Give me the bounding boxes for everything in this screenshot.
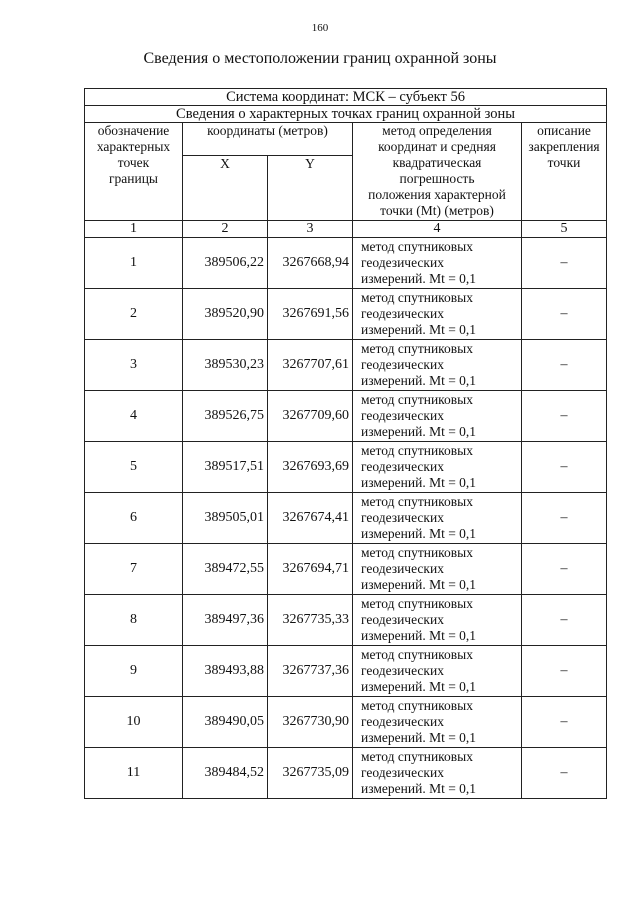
method-line: геодезических bbox=[361, 306, 444, 321]
y-coordinate-cell: 3267730,90 bbox=[268, 697, 353, 748]
method-cell bbox=[353, 544, 522, 595]
boundary-points-table bbox=[84, 88, 607, 799]
point-number-cell: 1 bbox=[85, 238, 183, 289]
header-method-line: квадратическая bbox=[392, 155, 482, 170]
x-coordinate-cell: 389472,55 bbox=[183, 544, 268, 595]
coordinate-system-row bbox=[85, 89, 607, 106]
y-coordinate-cell: 3267737,36 bbox=[268, 646, 353, 697]
method-line: измерений. Mt = 0,1 bbox=[361, 526, 477, 541]
method-cell bbox=[353, 646, 522, 697]
description-cell: – bbox=[522, 748, 607, 799]
table-row bbox=[85, 595, 607, 646]
method-line: измерений. Mt = 0,1 bbox=[361, 781, 477, 796]
table-caption-row bbox=[85, 106, 607, 123]
x-coordinate-cell: 389490,05 bbox=[183, 697, 268, 748]
header-description-line: точки bbox=[547, 155, 581, 170]
column-number-row bbox=[85, 221, 607, 238]
x-coordinate-cell: 389497,36 bbox=[183, 595, 268, 646]
method-cell bbox=[353, 340, 522, 391]
x-coordinate-cell: 389493,88 bbox=[183, 646, 268, 697]
method-cell bbox=[353, 442, 522, 493]
method-line: геодезических bbox=[361, 510, 444, 525]
method-line: метод спутниковых bbox=[361, 647, 473, 662]
method-cell bbox=[353, 595, 522, 646]
method-line: измерений. Mt = 0,1 bbox=[361, 373, 477, 388]
table-row bbox=[85, 697, 607, 748]
x-coordinate-cell: 389530,23 bbox=[183, 340, 268, 391]
y-coordinate-cell: 3267691,56 bbox=[268, 289, 353, 340]
method-line: метод спутниковых bbox=[361, 698, 473, 713]
method-line: измерений. Mt = 0,1 bbox=[361, 475, 477, 490]
header-method-line: координат и средняя bbox=[378, 139, 496, 154]
method-line: измерений. Mt = 0,1 bbox=[361, 322, 477, 337]
header-method bbox=[353, 123, 522, 221]
header-method-line: точки (Mt) (метров) bbox=[380, 203, 494, 218]
method-cell bbox=[353, 697, 522, 748]
column-number: 2 bbox=[183, 221, 268, 238]
table-row bbox=[85, 238, 607, 289]
point-number-cell: 9 bbox=[85, 646, 183, 697]
table-row bbox=[85, 748, 607, 799]
header-method-line: метод определения bbox=[382, 123, 492, 138]
method-cell bbox=[353, 391, 522, 442]
header-y: Y bbox=[268, 156, 353, 221]
description-cell: – bbox=[522, 391, 607, 442]
method-line: метод спутниковых bbox=[361, 494, 473, 509]
point-number-cell: 3 bbox=[85, 340, 183, 391]
method-line: метод спутниковых bbox=[361, 545, 473, 560]
column-number: 4 bbox=[353, 221, 522, 238]
method-line: метод спутниковых bbox=[361, 392, 473, 407]
header-x: X bbox=[183, 156, 268, 221]
method-line: геодезических bbox=[361, 561, 444, 576]
y-coordinate-cell: 3267694,71 bbox=[268, 544, 353, 595]
description-cell: – bbox=[522, 544, 607, 595]
point-number-cell: 5 bbox=[85, 442, 183, 493]
header-designation-line: обозначение bbox=[97, 123, 170, 138]
header-method-line: погрешность bbox=[399, 171, 475, 186]
header-designation-line: границы bbox=[108, 171, 159, 186]
point-number-cell: 7 bbox=[85, 544, 183, 595]
y-coordinate-cell: 3267707,61 bbox=[268, 340, 353, 391]
header-description-line: описание bbox=[537, 123, 591, 138]
method-cell bbox=[353, 289, 522, 340]
header-coordinates: координаты (метров) bbox=[183, 123, 353, 156]
description-cell: – bbox=[522, 442, 607, 493]
document-title: Сведения о местоположении границ охранной зоны bbox=[143, 50, 497, 67]
point-number-cell: 10 bbox=[85, 697, 183, 748]
method-line: геодезических bbox=[361, 408, 444, 423]
method-line: метод спутниковых bbox=[361, 341, 473, 356]
description-cell: – bbox=[522, 289, 607, 340]
method-line: измерений. Mt = 0,1 bbox=[361, 679, 477, 694]
header-designation-line: характерных bbox=[96, 139, 171, 154]
y-coordinate-cell: 3267735,33 bbox=[268, 595, 353, 646]
method-line: геодезических bbox=[361, 612, 444, 627]
column-number: 3 bbox=[268, 221, 353, 238]
method-line: геодезических bbox=[361, 357, 444, 372]
y-coordinate-cell: 3267709,60 bbox=[268, 391, 353, 442]
y-coordinate-cell: 3267668,94 bbox=[268, 238, 353, 289]
method-cell bbox=[353, 238, 522, 289]
description-cell: – bbox=[522, 238, 607, 289]
table-row bbox=[85, 391, 607, 442]
coordinate-system-cell: Система координат: МСК – субъект 56 bbox=[85, 89, 607, 106]
point-number-cell: 4 bbox=[85, 391, 183, 442]
header-designation bbox=[85, 123, 183, 221]
method-cell bbox=[353, 493, 522, 544]
table-row bbox=[85, 289, 607, 340]
method-line: метод спутниковых bbox=[361, 443, 473, 458]
header-row-top bbox=[85, 123, 607, 156]
x-coordinate-cell: 389484,52 bbox=[183, 748, 268, 799]
table-row bbox=[85, 340, 607, 391]
page-number: 160 bbox=[311, 22, 329, 34]
description-cell: – bbox=[522, 340, 607, 391]
x-coordinate-cell: 389520,90 bbox=[183, 289, 268, 340]
method-line: метод спутниковых bbox=[361, 290, 473, 305]
method-line: измерений. Mt = 0,1 bbox=[361, 730, 477, 745]
table-row bbox=[85, 544, 607, 595]
method-line: геодезических bbox=[361, 714, 444, 729]
method-line: геодезических bbox=[361, 459, 444, 474]
table-caption-cell: Сведения о характерных точках границ охранной зоны bbox=[85, 106, 607, 123]
method-line: измерений. Mt = 0,1 bbox=[361, 424, 477, 439]
description-cell: – bbox=[522, 646, 607, 697]
header-description-line: закрепления bbox=[528, 139, 600, 154]
y-coordinate-cell: 3267674,41 bbox=[268, 493, 353, 544]
method-line: геодезических bbox=[361, 255, 444, 270]
x-coordinate-cell: 389526,75 bbox=[183, 391, 268, 442]
y-coordinate-cell: 3267735,09 bbox=[268, 748, 353, 799]
point-number-cell: 2 bbox=[85, 289, 183, 340]
method-cell bbox=[353, 748, 522, 799]
method-line: геодезических bbox=[361, 663, 444, 678]
method-line: измерений. Mt = 0,1 bbox=[361, 577, 477, 592]
method-line: измерений. Mt = 0,1 bbox=[361, 271, 477, 286]
header-description bbox=[522, 123, 607, 221]
column-number: 1 bbox=[85, 221, 183, 238]
x-coordinate-cell: 389506,22 bbox=[183, 238, 268, 289]
y-coordinate-cell: 3267693,69 bbox=[268, 442, 353, 493]
description-cell: – bbox=[522, 493, 607, 544]
x-coordinate-cell: 389505,01 bbox=[183, 493, 268, 544]
point-number-cell: 8 bbox=[85, 595, 183, 646]
method-line: геодезических bbox=[361, 765, 444, 780]
method-line: измерений. Mt = 0,1 bbox=[361, 628, 477, 643]
description-cell: – bbox=[522, 595, 607, 646]
table-row bbox=[85, 493, 607, 544]
description-cell: – bbox=[522, 697, 607, 748]
header-designation-line: точек bbox=[117, 155, 150, 170]
point-number-cell: 6 bbox=[85, 493, 183, 544]
method-line: метод спутниковых bbox=[361, 749, 473, 764]
column-number: 5 bbox=[522, 221, 607, 238]
method-line: метод спутниковых bbox=[361, 596, 473, 611]
method-line: метод спутниковых bbox=[361, 239, 473, 254]
x-coordinate-cell: 389517,51 bbox=[183, 442, 268, 493]
table-row bbox=[85, 646, 607, 697]
header-method-line: положения характерной bbox=[368, 187, 506, 202]
table-row bbox=[85, 442, 607, 493]
point-number-cell: 11 bbox=[85, 748, 183, 799]
